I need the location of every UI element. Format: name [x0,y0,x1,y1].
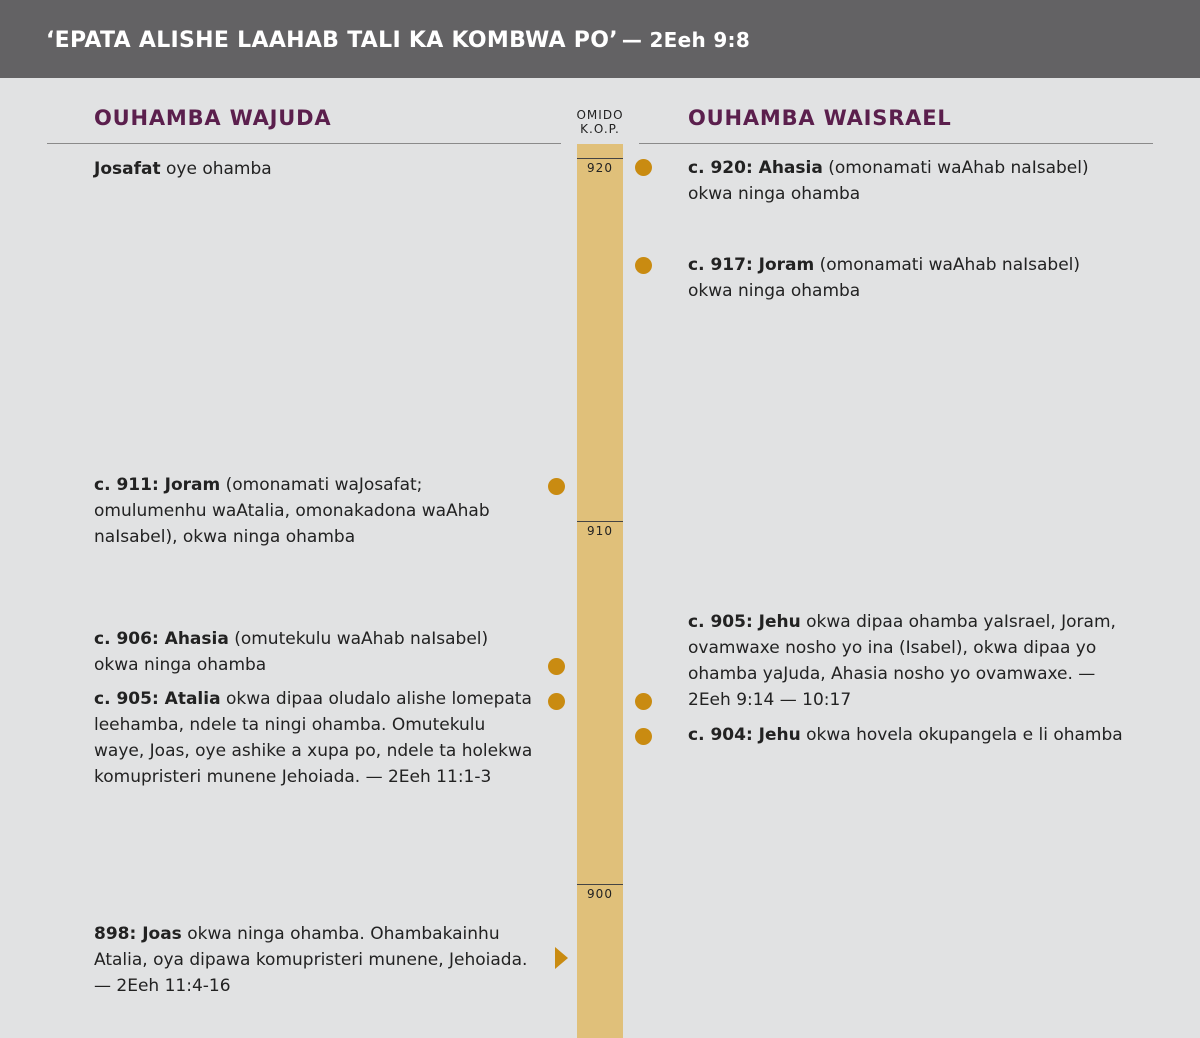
judah-marker-906 [548,658,565,675]
entry-bold: c. 917: Joram [688,255,815,275]
judah-marker-898-arrow-icon [555,947,568,969]
tick-920 [577,158,623,159]
axis-heading-line1: OMIDO [576,108,624,122]
axis-heading-line2: K.O.P. [580,122,620,136]
israel-marker-920 [635,159,652,176]
israel-entry-920 [688,155,1128,207]
judah-entry-911 [94,472,534,550]
entry-text: okwa dipaa ohamba yaIsrael, Joram, ovamwaxe nosho yo ina (Isabel), okwa dipaa yo ohamba yaJuda, Ahasia nosho yo ovamwaxe. — 2Eeh 9:14 — 10:17 [688,612,1116,710]
judah-entry-905 [94,686,534,790]
israel-marker-905 [635,693,652,710]
entry-text: okwa dipaa oludalo alishe lomepata leehamba, ndele ta ningi ohamba. Omutekulu waye, Joas, oye ashike a xupa po, ndele ta holekwa komupristeri munene Jehoiada. — 2Eeh 11:1-3 [94,689,533,787]
judah-marker-911 [548,478,565,495]
entry-bold: c. 920: Ahasia [688,158,823,178]
judah-entry-josafat [94,156,534,182]
tick-900 [577,884,623,885]
title-reference: — 2Eeh 9:8 [621,28,751,52]
israel-entry-917 [688,252,1128,304]
entry-text: (omonamati waJosafat; omulumenhu waAtalia, omonakadona waAhab naIsabel), okwa ninga ohamba [94,475,490,547]
tick-910 [577,521,623,522]
judah-heading: OUHAMBA WAJUDA [94,106,332,130]
entry-bold: c. 911: Joram [94,475,221,495]
israel-marker-917 [635,257,652,274]
judah-entry-906 [94,626,534,678]
header-bar [0,0,1200,78]
entry-bold: c. 906: Ahasia [94,629,229,649]
tick-label-910: 910 [587,524,613,538]
judah-entry-898 [94,921,534,999]
judah-marker-905 [548,693,565,710]
entry-bold: 898: Joas [94,924,182,944]
israel-entry-904 [688,722,1128,748]
israel-entry-905 [688,609,1128,713]
axis-heading [560,108,640,136]
israel-heading: OUHAMBA WAISRAEL [688,106,952,130]
entry-text: okwa hovela okupangela e li ohamba [800,725,1123,745]
page-title [46,28,750,53]
entry-text: (omonamati waAhab naIsabel) okwa ninga ohamba [688,255,1081,301]
title-text: ‘EPATA ALISHE LAAHAB TALI KA KOMBWA PO’ [46,28,618,53]
entry-text: okwa ninga ohamba. Ohambakainhu Atalia, oya dipawa komupristeri munene, Jehoiada. — 2Eeh 11:4-16 [94,924,528,996]
entry-text: oye ohamba [160,159,272,179]
entry-bold: c. 905: Jehu [688,612,801,632]
entry-text: (omonamati waAhab naIsabel) okwa ninga ohamba [688,158,1089,204]
israel-heading-rule [639,143,1153,144]
tick-label-920: 920 [587,161,613,175]
timeline-bar [577,144,623,1038]
tick-label-900: 900 [587,887,613,901]
israel-marker-904 [635,728,652,745]
entry-bold: c. 905: Atalia [94,689,221,709]
entry-text: (omutekulu waAhab naIsabel) okwa ninga ohamba [94,629,489,675]
judah-heading-rule [47,143,561,144]
entry-bold: c. 904: Jehu [688,725,801,745]
entry-bold: Josafat [94,159,161,179]
